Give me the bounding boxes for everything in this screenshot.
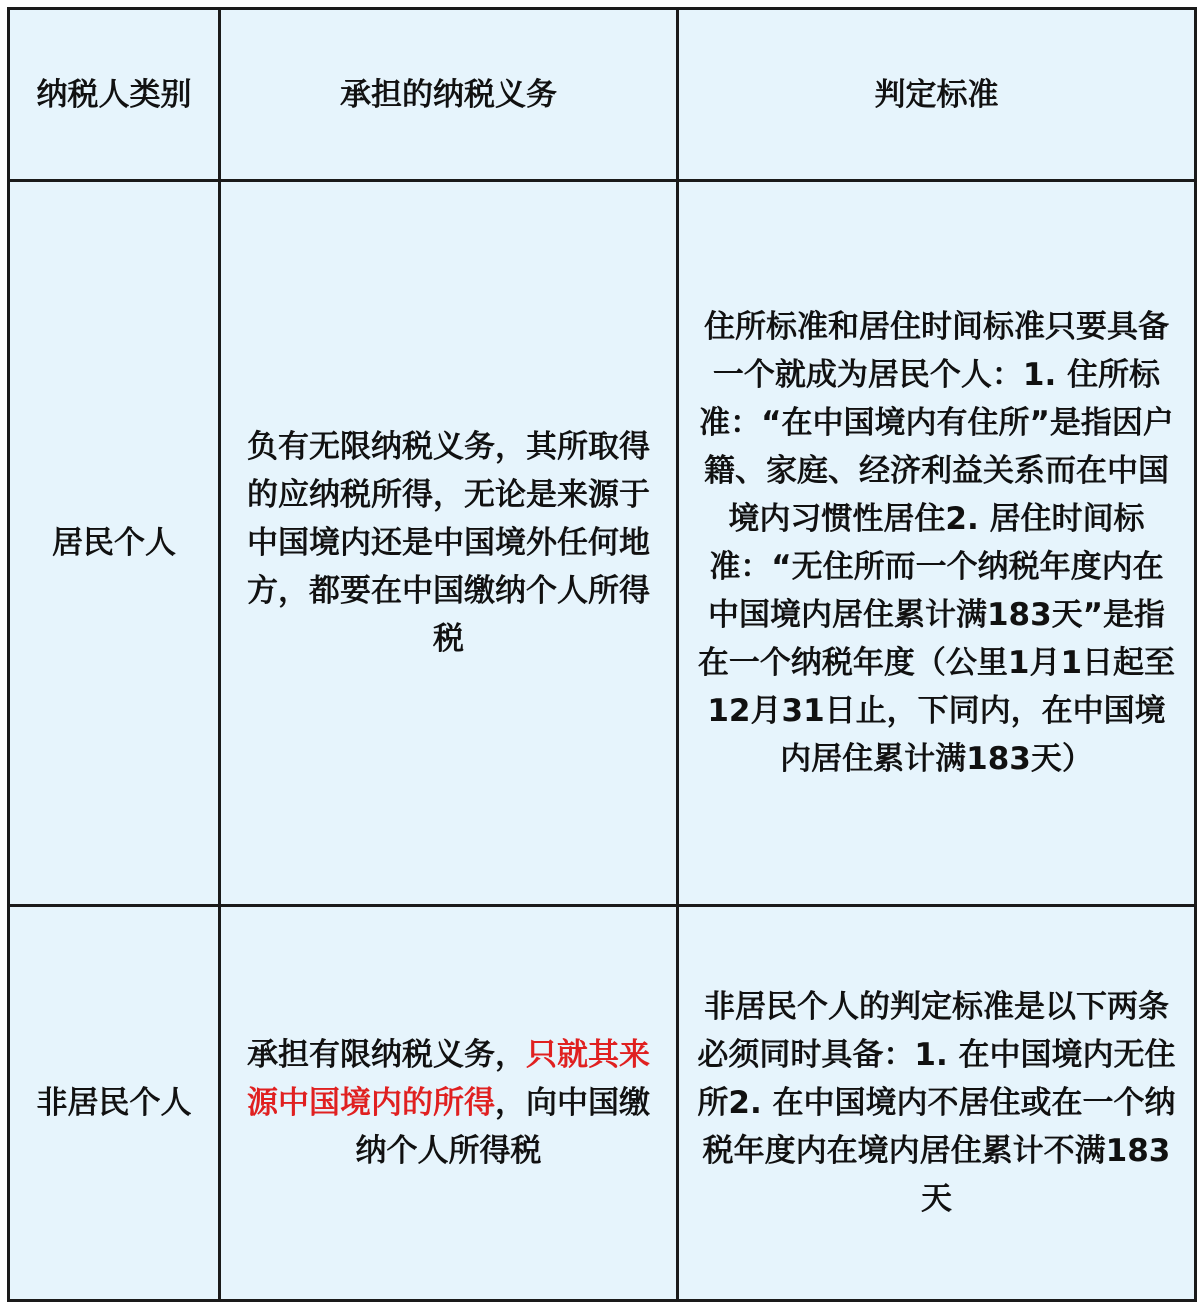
nonresident-obligation-cell [220, 906, 678, 1301]
taxpayer-category-table [7, 7, 1197, 1302]
obligation-highlight-text: 只就其来源中国境内的所得 [247, 1037, 650, 1121]
tax-table-container [7, 7, 1176, 1299]
header-criteria: 判定标准 [678, 9, 1196, 181]
resident-category-cell: 居民个人 [9, 181, 220, 906]
table-row-resident [9, 181, 1196, 906]
resident-obligation-cell: 负有无限纳税义务，其所取得的应纳税所得，无论是来源于中国境内还是中国境外任何地方，都要在中国缴纳个人所得税 [220, 181, 678, 906]
resident-criteria-cell: 住所标准和居住时间标准只要具备一个就成为居民个人：1. 住所标准：“在中国境内有住所”是指因户籍、家庭、经济利益关系而在中国境内习惯性居住2. 居住时间标准：“无住所而一个纳税年度内在中国境内居住累计满183天”是指在一个纳税年度（公里1月1日起至12月31日止，下同内，在中国境内居住累计满183天） [678, 181, 1196, 906]
table-header-row [9, 9, 1196, 181]
obligation-suffix-text: ，向中国缴纳个人所得税 [355, 1085, 650, 1169]
obligation-prefix-text: 承担有限纳税义务， [247, 1037, 526, 1073]
header-category: 纳税人类别 [9, 9, 220, 181]
header-obligation: 承担的纳税义务 [220, 9, 678, 181]
nonresident-criteria-cell: 非居民个人的判定标准是以下两条必须同时具备：1. 在中国境内无住所2. 在中国境内不居住或在一个纳税年度内在境内居住累计不满183天 [678, 906, 1196, 1301]
table-row-nonresident [9, 906, 1196, 1301]
nonresident-category-cell: 非居民个人 [9, 906, 220, 1301]
